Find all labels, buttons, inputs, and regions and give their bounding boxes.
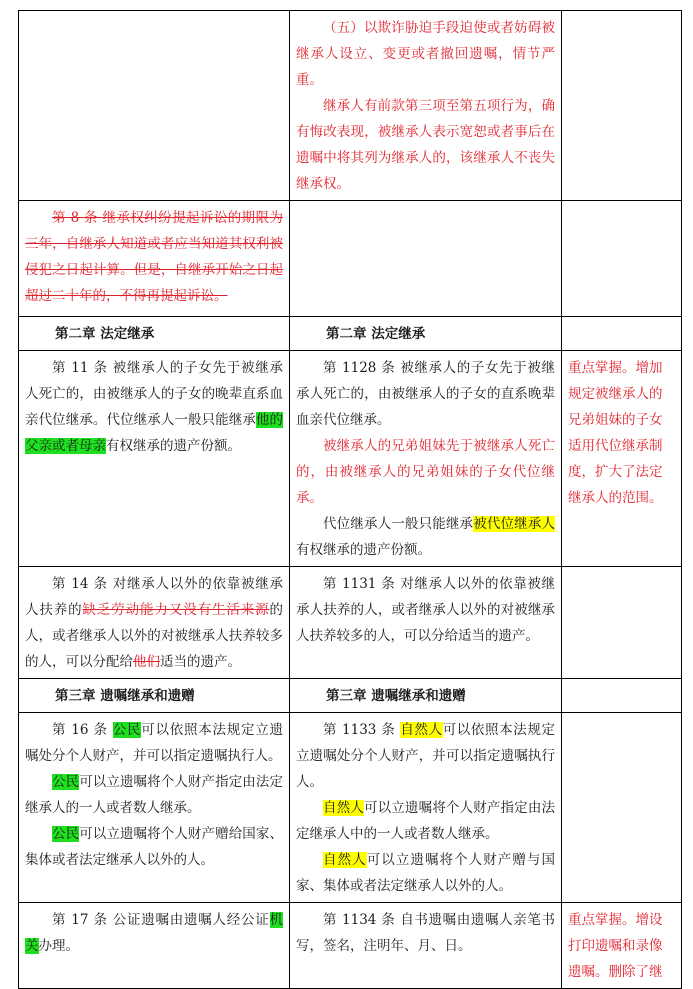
highlight-yellow: 自然人 [400, 722, 443, 738]
clause-text: 公民可以立遗嘱将个人财产赠给国家、集体或者法定继承人以外的人。 [25, 826, 283, 868]
deleted-text: 他们 [133, 654, 160, 670]
note-cell [562, 679, 682, 713]
new-law-cell [290, 567, 562, 679]
clause-text: （五）以欺诈胁迫手段迫使或者妨碍被继承人设立、变更或者撤回遗嘱，情节严重。 [296, 20, 555, 88]
note-cell [562, 11, 682, 201]
table-row [19, 903, 682, 989]
note-cell [562, 317, 682, 351]
clause-text: 第 1131 条 对继承人以外的依靠被继承人扶养的人，或者继承人以外的对被继承人扶养较多的人，可以分给适当的遗产。 [296, 576, 555, 644]
new-law-cell [290, 903, 562, 989]
clause-text: 自然人可以立遗嘱将个人财产赠与国家、集体或者法定继承人以外的人。 [296, 852, 556, 894]
deleted-clause: 第 8 条 继承权纠纷提起诉讼的期限为三年，自继承人知道或者应当知道其权利被侵犯之日起计算。但是，自继承开始之日起超过二十年的，不得再提起诉讼。 [25, 210, 283, 304]
table-row [19, 713, 682, 903]
old-law-cell [19, 201, 290, 317]
old-law-cell [19, 351, 290, 567]
clause-text: 继承人有前款第三项至第五项行为，确有悔改表现，被继承人表示宽恕或者事后在遗嘱中将其列为继承人的，该继承人不丧失继承权。 [296, 98, 555, 192]
clause-text: 第 1133 条 自然人可以依照本法规定立遗嘱处分个人财产，并可以指定遗嘱执行人。 [296, 722, 556, 790]
new-law-cell [290, 11, 562, 201]
clause-text: 第 17 条 公证遗嘱由遗嘱人经公证机关办理。 [25, 912, 283, 954]
table-row [19, 201, 682, 317]
note-cell [562, 713, 682, 903]
note-cell: 重点掌握。增设打印遗嘱和录像遗嘱。删除了继 [562, 903, 682, 989]
chapter-heading-new: 第三章 遗嘱继承和遗赠 [290, 679, 562, 713]
chapter-row [19, 679, 682, 713]
chapter-heading-old: 第二章 法定继承 [19, 317, 290, 351]
clause-text: 第 1134 条 自书遗嘱由遗嘱人亲笔书写，签名，注明年、月、日。 [296, 912, 555, 954]
old-law-cell [19, 903, 290, 989]
new-law-cell [290, 713, 562, 903]
new-law-cell [290, 201, 562, 317]
note-cell [562, 567, 682, 679]
clause-text: 第 11 条 被继承人的子女先于被继承人死亡的，由被继承人的子女的晚辈直系血亲代位继承。代位继承人一般只能继承他的父亲或者母亲有权继承的遗产份额。 [25, 360, 284, 454]
table-row [19, 11, 682, 201]
table-row [19, 567, 682, 679]
old-law-cell [19, 11, 290, 201]
clause-text: 公民可以立遗嘱将个人财产指定由法定继承人的一人或者数人继承。 [25, 774, 283, 816]
chapter-heading-old: 第三章 遗嘱继承和遗赠 [19, 679, 290, 713]
clause-text: 自然人可以立遗嘱将个人财产指定由法定继承人中的一人或者数人继承。 [296, 800, 555, 842]
highlight-yellow: 被代位继承人 [473, 516, 555, 532]
highlight-green: 他的父亲或者母亲 [25, 412, 284, 454]
clause-text: 第 1128 条 被继承人的子女先于被继承人死亡的，由被继承人的子女的直系晚辈血亲代位继承。 [296, 360, 555, 428]
old-law-cell [19, 713, 290, 903]
clause-text: 第 14 条 对继承人以外的依靠被继承人扶养的缺乏劳动能力又没有生活来源的人，或者继承人以外的对被继承人扶养较多的人，可以分配给他们适当的遗产。 [25, 576, 284, 670]
added-clause: 被继承人的兄弟姐妹先于被继承人死亡的，由被继承人的兄弟姐妹的子女代位继承。 [296, 438, 555, 506]
table-row [19, 351, 682, 567]
highlight-yellow: 自然人 [323, 852, 367, 868]
chapter-row [19, 317, 682, 351]
highlight-green: 公民 [52, 774, 80, 790]
clause-text: 第 16 条 公民可以依照本法规定立遗嘱处分个人财产，并可以指定遗嘱执行人。 [25, 722, 284, 764]
chapter-heading-new: 第二章 法定继承 [290, 317, 562, 351]
new-law-cell [290, 351, 562, 567]
highlight-green: 公民 [52, 826, 80, 842]
note-cell [562, 201, 682, 317]
deleted-text: 缺乏劳动能力又没有生活来源 [82, 602, 270, 618]
highlight-yellow: 自然人 [323, 800, 364, 816]
clause-text: 代位继承人一般只能继承被代位继承人有权继承的遗产份额。 [296, 516, 555, 558]
highlight-green: 公民 [112, 722, 142, 738]
highlight-green: 机关 [25, 912, 283, 954]
note-cell: 重点掌握。增加规定被继承人的兄弟姐妹的子女适用代位继承制度，扩大了法定继承人的范围。 [562, 351, 682, 567]
old-law-cell [19, 567, 290, 679]
comparison-table [18, 10, 682, 989]
